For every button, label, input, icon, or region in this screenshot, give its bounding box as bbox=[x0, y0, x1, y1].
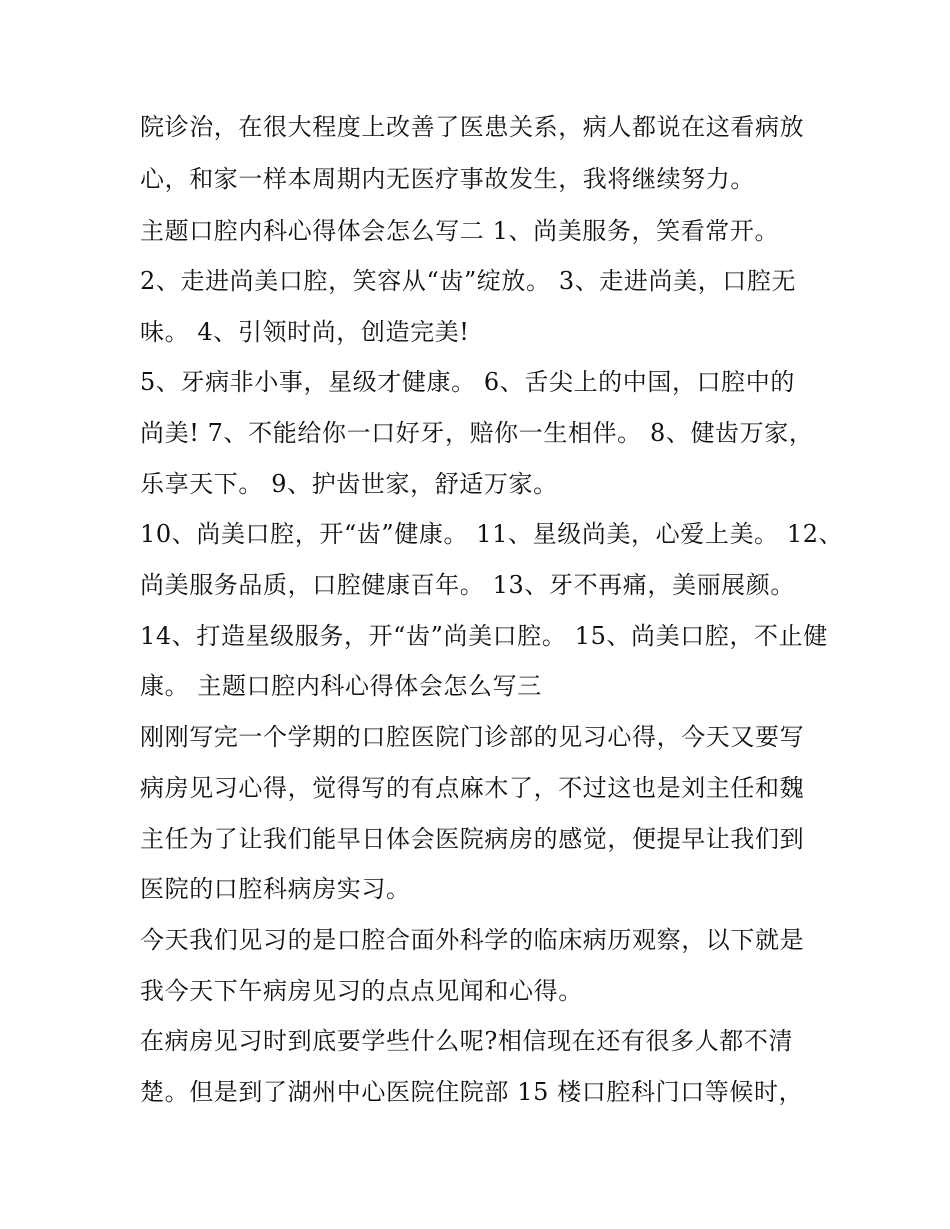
text-line: 14、打造星级服务，开“齿”尚美口腔。 15、尚美口腔，不止健 bbox=[140, 622, 828, 650]
text-line: 尚美服务品质，口腔健康百年。 13、牙不再痛，美丽展颜。 bbox=[140, 571, 795, 599]
text-line: 5、牙病非小事，星级才健康。 6、舌尖上的中国，口腔中的 bbox=[140, 368, 795, 396]
text-line: 我今天下午病房见习的点点见闻和心得。 bbox=[140, 977, 583, 1005]
text-line: 10、尚美口腔，开“齿”健康。 11、星级尚美，心爱上美。 12、 bbox=[140, 520, 844, 548]
text-line: 2、走进尚美口腔，笑容从“齿”绽放。 3、走进尚美，口腔无 bbox=[140, 267, 797, 295]
text-line: 刚刚写完一个学期的口腔医院门诊部的见习心得，今天又要写 bbox=[140, 723, 805, 751]
text-line: 医院的口腔科病房实习。 bbox=[140, 875, 411, 903]
text-line: 病房见习心得，觉得写的有点麻木了，不过这也是刘主任和魏 bbox=[140, 774, 805, 802]
text-line: 尚美! 7、不能给你一口好牙，赔你一生相伴。 8、健齿万家， bbox=[140, 419, 814, 447]
text-line: 主题口腔内科心得体会怎么写二 1、尚美服务，笑看常开。 bbox=[140, 217, 780, 245]
text-line: 主任为了让我们能早日体会医院病房的感觉，便提早让我们到 bbox=[140, 825, 805, 853]
text-line: 楚。但是到了湖州中心医院住院部 15 楼口腔科门口等候时， bbox=[140, 1078, 804, 1106]
text-line: 心，和家一样本周期内无医疗事故发生，我将继续努力。 bbox=[140, 165, 755, 193]
text-line: 今天我们见习的是口腔合面外科学的临床病历观察，以下就是 bbox=[140, 926, 805, 954]
text-line: 乐享天下。 9、护齿世家，舒适万家。 bbox=[140, 470, 558, 498]
text-line: 院诊治，在很大程度上改善了医患关系，病人都说在这看病放 bbox=[140, 113, 805, 141]
text-line: 味。 4、引领时尚，创造完美! bbox=[140, 318, 470, 346]
text-line: 康。 主题口腔内科心得体会怎么写三 bbox=[140, 672, 542, 700]
text-line: 在病房见习时到底要学些什么呢?相信现在还有很多人都不清 bbox=[140, 1027, 794, 1055]
